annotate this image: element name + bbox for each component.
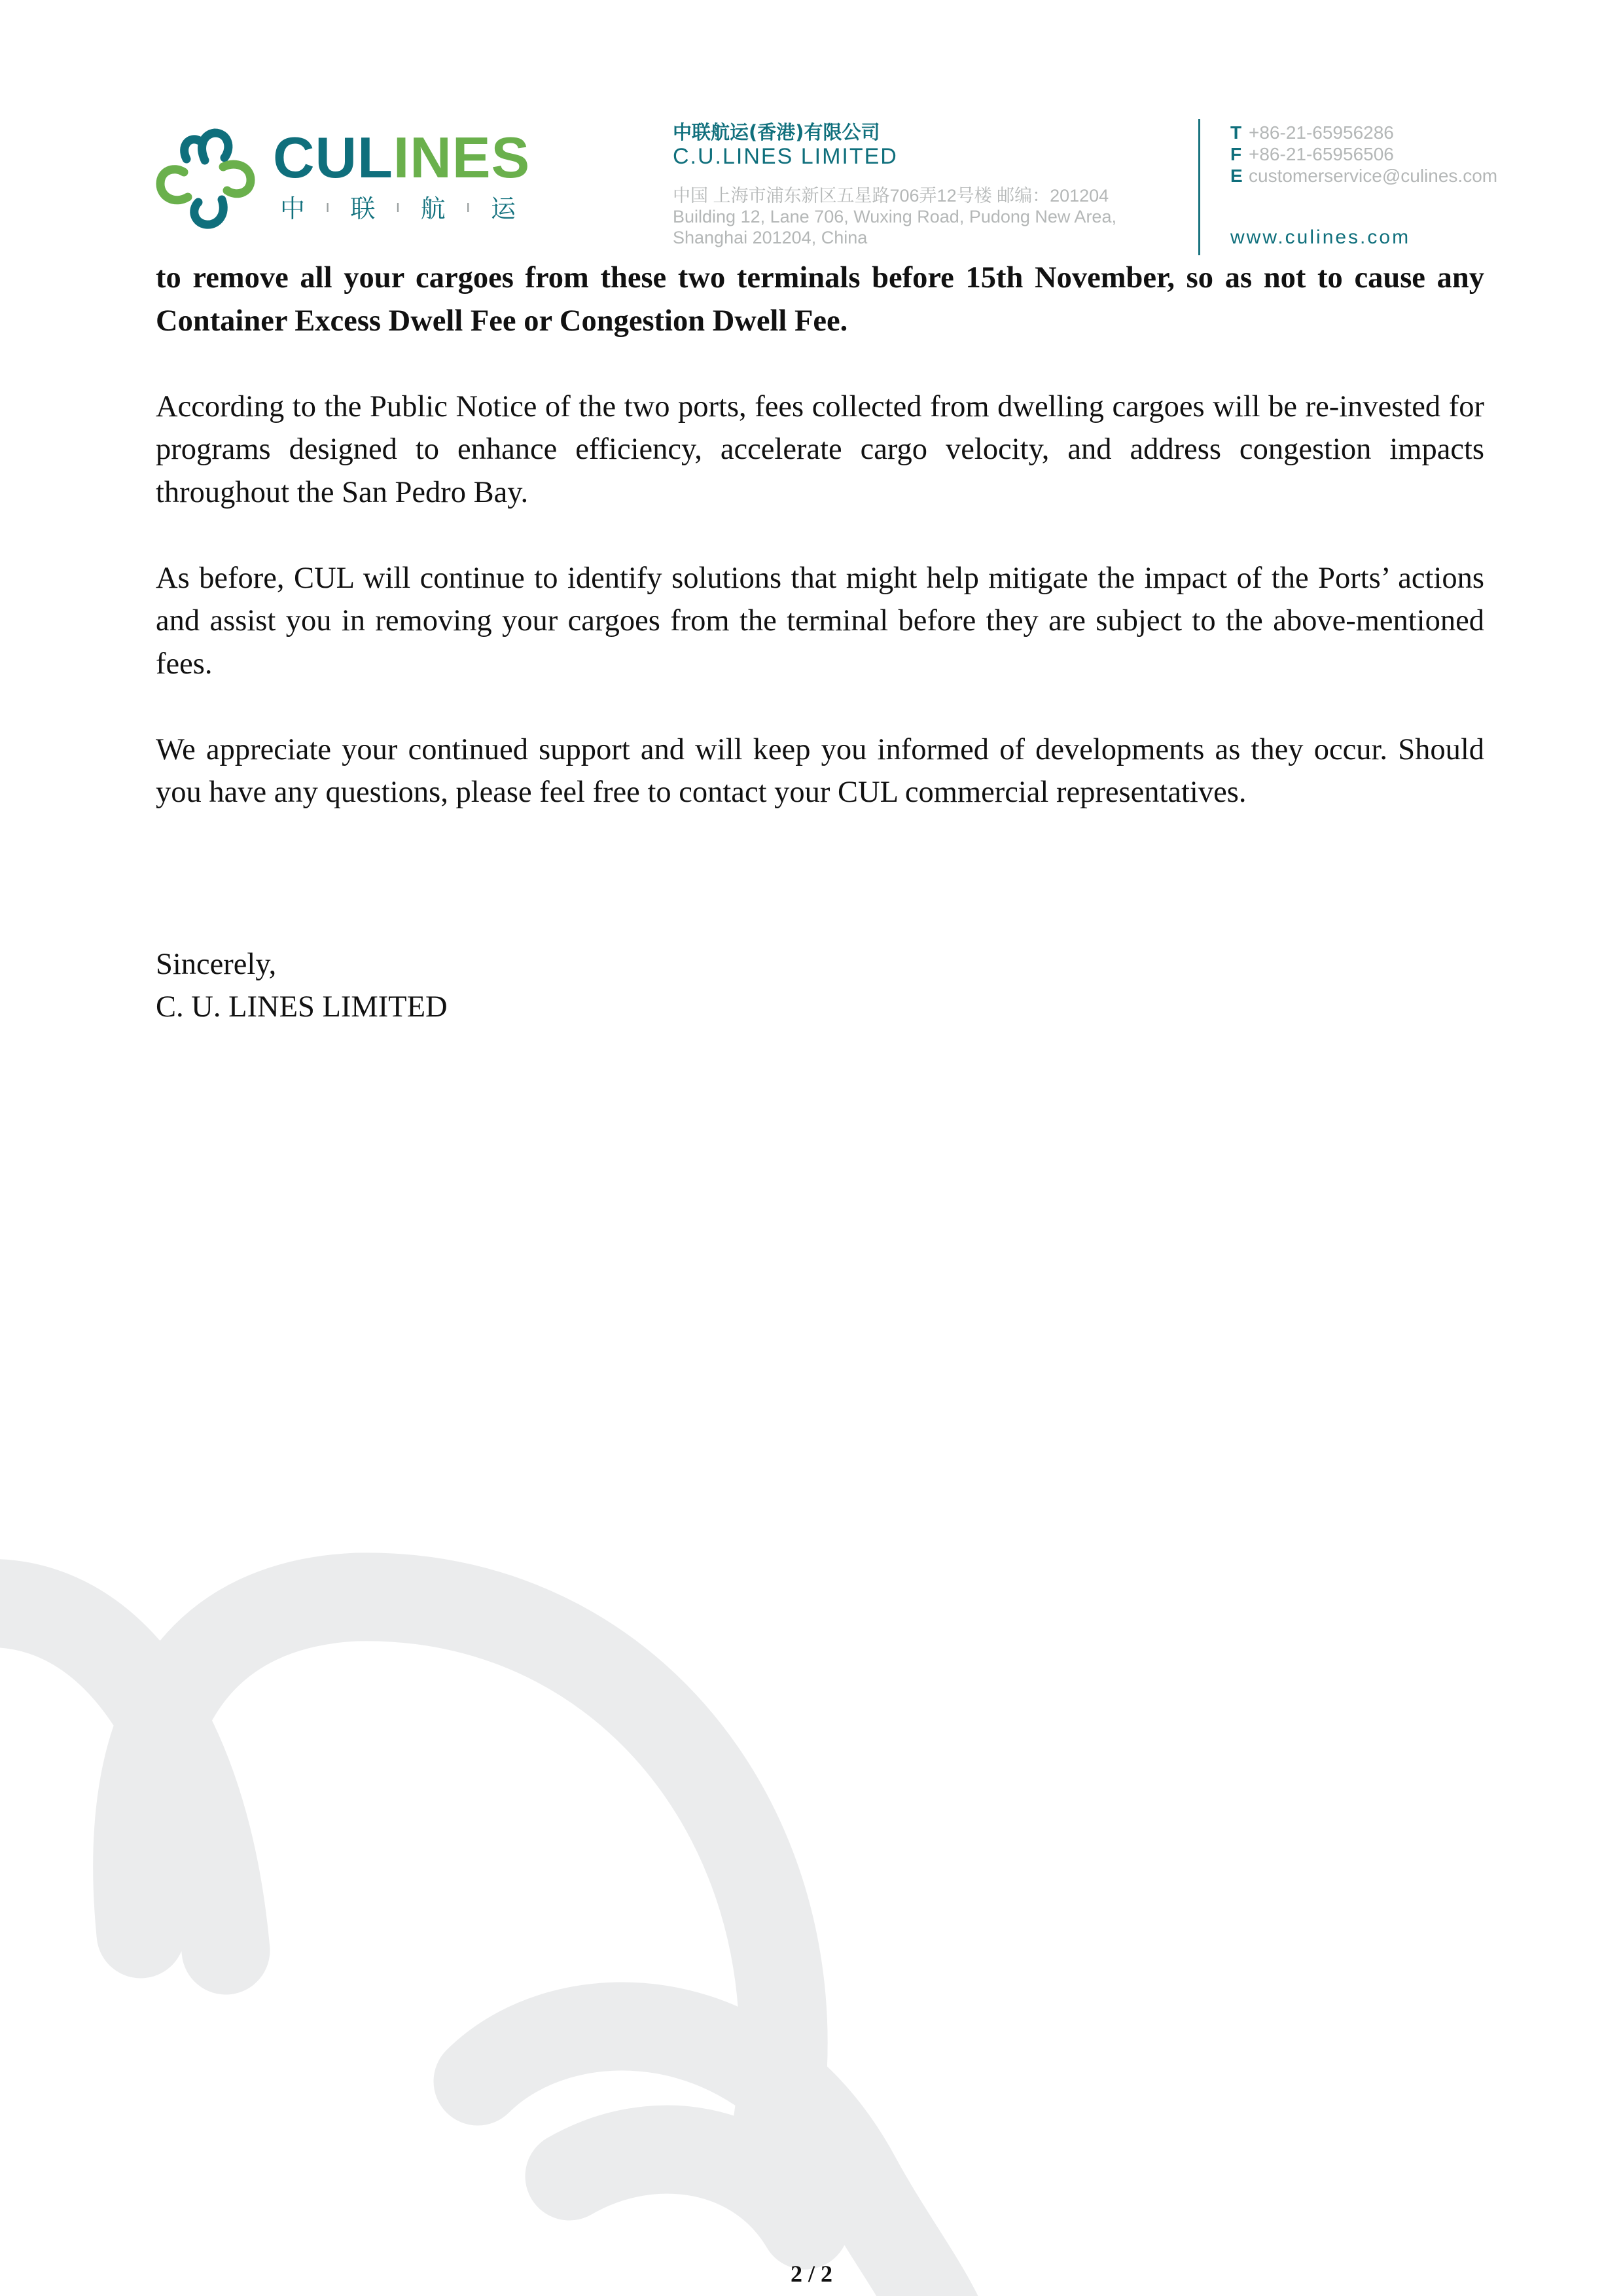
fax-label: F bbox=[1230, 144, 1242, 164]
letter-closing bbox=[156, 943, 448, 1028]
brand-cn-char: 航 bbox=[420, 194, 446, 223]
email-row bbox=[1230, 165, 1497, 187]
phone-number: +86-21-65956286 bbox=[1249, 122, 1394, 143]
brand-wordmark-part1: CUL bbox=[273, 125, 393, 190]
page-number: 2 / 2 bbox=[790, 2261, 832, 2287]
company-name-english: C.U.LINES LIMITED bbox=[673, 144, 898, 169]
fax-number: +86-21-65956506 bbox=[1249, 144, 1394, 164]
company-name-chinese: 中联航运(香港)有限公司 bbox=[673, 121, 880, 143]
brand-wordmark-part2: INES bbox=[393, 125, 531, 190]
closing-salutation: Sincerely, bbox=[156, 948, 277, 981]
brand-cn-separator: ı bbox=[395, 196, 401, 217]
phone-label: T bbox=[1230, 122, 1242, 143]
contact-info bbox=[1230, 122, 1497, 187]
public-notice-paragraph: According to the Public Notice of the two ports, fees collected from dwelling cargoes will be re-invested for programs designed to enhance efficiency, accelerate cargo velocity, and address congestion impacts throughout the San Pedro Bay. bbox=[156, 389, 1484, 509]
brand-cn-char: 中 bbox=[280, 194, 306, 223]
appreciation-paragraph: We appreciate your continued support and will keep you informed of developments as they occur. Should you have any questions, please feel free to contact your CUL commercial representatives. bbox=[156, 732, 1484, 809]
address-chinese: 中国 上海市浦东新区五星路706弄12号楼 邮编：201204 bbox=[673, 186, 1109, 206]
bold-notice-paragraph: to remove all your cargoes from these two terminals before 15th November, so as not to cause any Container Excess Dwell Fee or Congestion Dwell Fee. bbox=[156, 261, 1484, 338]
phone-row bbox=[1230, 122, 1497, 143]
mitigation-paragraph: As before, CUL will continue to identify solutions that might help mitigate the impact of the Ports’ actions and assist you in removing your cargoes from the terminal before they are subject to the above-mentioned fees. bbox=[156, 561, 1484, 681]
brand-wordmark bbox=[273, 125, 531, 190]
website-link[interactable]: www.culines.com bbox=[1230, 226, 1411, 248]
brand-chinese-name bbox=[280, 188, 516, 224]
fax-row bbox=[1230, 143, 1497, 165]
letter-body bbox=[156, 257, 1484, 857]
header-divider bbox=[1198, 119, 1200, 255]
flower-knot-logo-icon bbox=[152, 126, 257, 231]
letterhead bbox=[0, 0, 1623, 262]
brand-cn-char: 联 bbox=[350, 194, 376, 223]
brand-cn-char: 运 bbox=[490, 194, 516, 223]
email-label: E bbox=[1230, 166, 1243, 186]
address-english-line2: Shanghai 201204, China bbox=[673, 228, 868, 247]
email-address[interactable]: customerservice@culines.com bbox=[1249, 166, 1498, 186]
signature-company: C. U. LINES LIMITED bbox=[156, 990, 448, 1024]
address-english-line1: Building 12, Lane 706, Wuxing Road, Pudong New Area, bbox=[673, 207, 1116, 226]
company-address bbox=[673, 185, 1116, 248]
brand-cn-separator: ı bbox=[325, 196, 330, 217]
brand-cn-separator: ı bbox=[465, 196, 471, 217]
